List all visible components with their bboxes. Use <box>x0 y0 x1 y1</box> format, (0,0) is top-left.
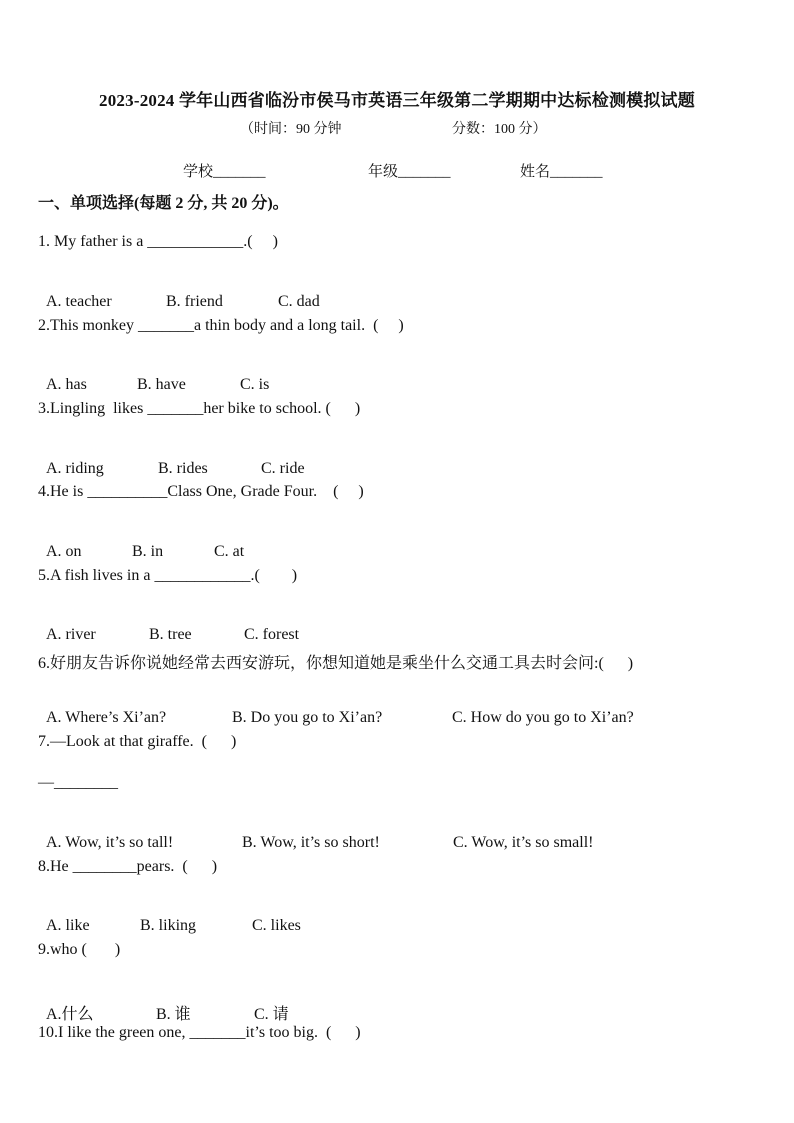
option-c[interactable]: C. 请 <box>254 1006 289 1023</box>
option-b[interactable]: B. tree <box>149 626 192 643</box>
option-b[interactable]: B. rides <box>158 460 208 477</box>
option-a[interactable]: A. Where’s Xi’an? <box>46 709 167 726</box>
option-b[interactable]: B. liking <box>140 917 197 934</box>
question-8-stem: 8.He ________pears. ( ) <box>38 858 218 875</box>
school-field[interactable]: 学校_______ <box>183 164 266 180</box>
exam-time: （时间：90 分钟 <box>240 122 342 137</box>
question-5-options <box>38 608 299 644</box>
page-title: 2023-2024 学年山西省临汾市侯马市英语三年级第二学期期中达标检测模拟试题 <box>99 91 695 110</box>
question-9-options <box>38 983 289 1024</box>
option-c[interactable]: C. likes <box>252 917 301 934</box>
option-c[interactable]: C. is <box>240 376 270 393</box>
question-1-stem: 1. My father is a ____________.( ) <box>38 233 278 250</box>
option-a[interactable]: A. Wow, it’s so tall! <box>46 834 174 851</box>
option-b[interactable]: B. Do you go to Xi’an? <box>232 709 383 726</box>
option-a[interactable]: A. on <box>46 543 82 560</box>
question-7-stem: 7.—Look at that giraffe. ( ) <box>38 733 237 750</box>
section-title: 一、单项选择(每题 2 分, 共 20 分)。 <box>38 195 289 212</box>
question-8-options <box>38 899 301 935</box>
question-10-stem: 10.I like the green one, _______it’s too big. ( ) <box>38 1024 361 1041</box>
name-field[interactable]: 姓名_______ <box>520 164 603 180</box>
option-c[interactable]: C. ride <box>261 460 305 477</box>
option-b[interactable]: B. 谁 <box>156 1006 191 1023</box>
question-6-options <box>38 691 634 727</box>
option-b[interactable]: B. have <box>137 376 186 393</box>
question-6-stem: 6.好朋友告诉你说她经常去西安游玩，你想知道她是乘坐什么交通工具去时会问:( ) <box>38 655 634 672</box>
question-2-stem: 2.This monkey _______a thin body and a long tail. ( ) <box>38 317 404 334</box>
option-a[interactable]: A. riding <box>46 460 104 477</box>
grade-field[interactable]: 年级_______ <box>368 164 451 180</box>
option-a[interactable]: A. teacher <box>46 293 112 310</box>
exam-score: 分数：100 分） <box>452 122 547 137</box>
question-7-answer-line[interactable]: —________ <box>38 774 118 791</box>
option-c[interactable]: C. Wow, it’s so small! <box>453 834 594 851</box>
option-a[interactable]: A. river <box>46 626 96 643</box>
question-4-stem: 4.He is __________Class One, Grade Four. ( ) <box>38 483 364 500</box>
option-b[interactable]: B. in <box>132 543 164 560</box>
option-c[interactable]: C. at <box>214 543 245 560</box>
option-a[interactable]: A. like <box>46 917 90 934</box>
option-b[interactable]: B. Wow, it’s so short! <box>242 834 380 851</box>
question-5-stem: 5.A fish lives in a ____________.( ) <box>38 567 298 584</box>
question-2-options <box>38 358 269 394</box>
option-a[interactable]: A.什么 <box>46 1006 94 1023</box>
option-a[interactable]: A. has <box>46 376 87 393</box>
option-b[interactable]: B. friend <box>166 293 223 310</box>
question-1-options <box>38 275 320 311</box>
option-c[interactable]: C. How do you go to Xi’an? <box>452 709 634 726</box>
question-4-options <box>38 525 244 561</box>
question-3-options <box>38 442 305 478</box>
option-c[interactable]: C. dad <box>278 293 320 310</box>
option-c[interactable]: C. forest <box>244 626 300 643</box>
question-3-stem: 3.Lingling likes _______her bike to school. ( ) <box>38 400 361 417</box>
question-9-stem: 9.who ( ) <box>38 941 121 958</box>
question-7-options <box>38 816 594 852</box>
